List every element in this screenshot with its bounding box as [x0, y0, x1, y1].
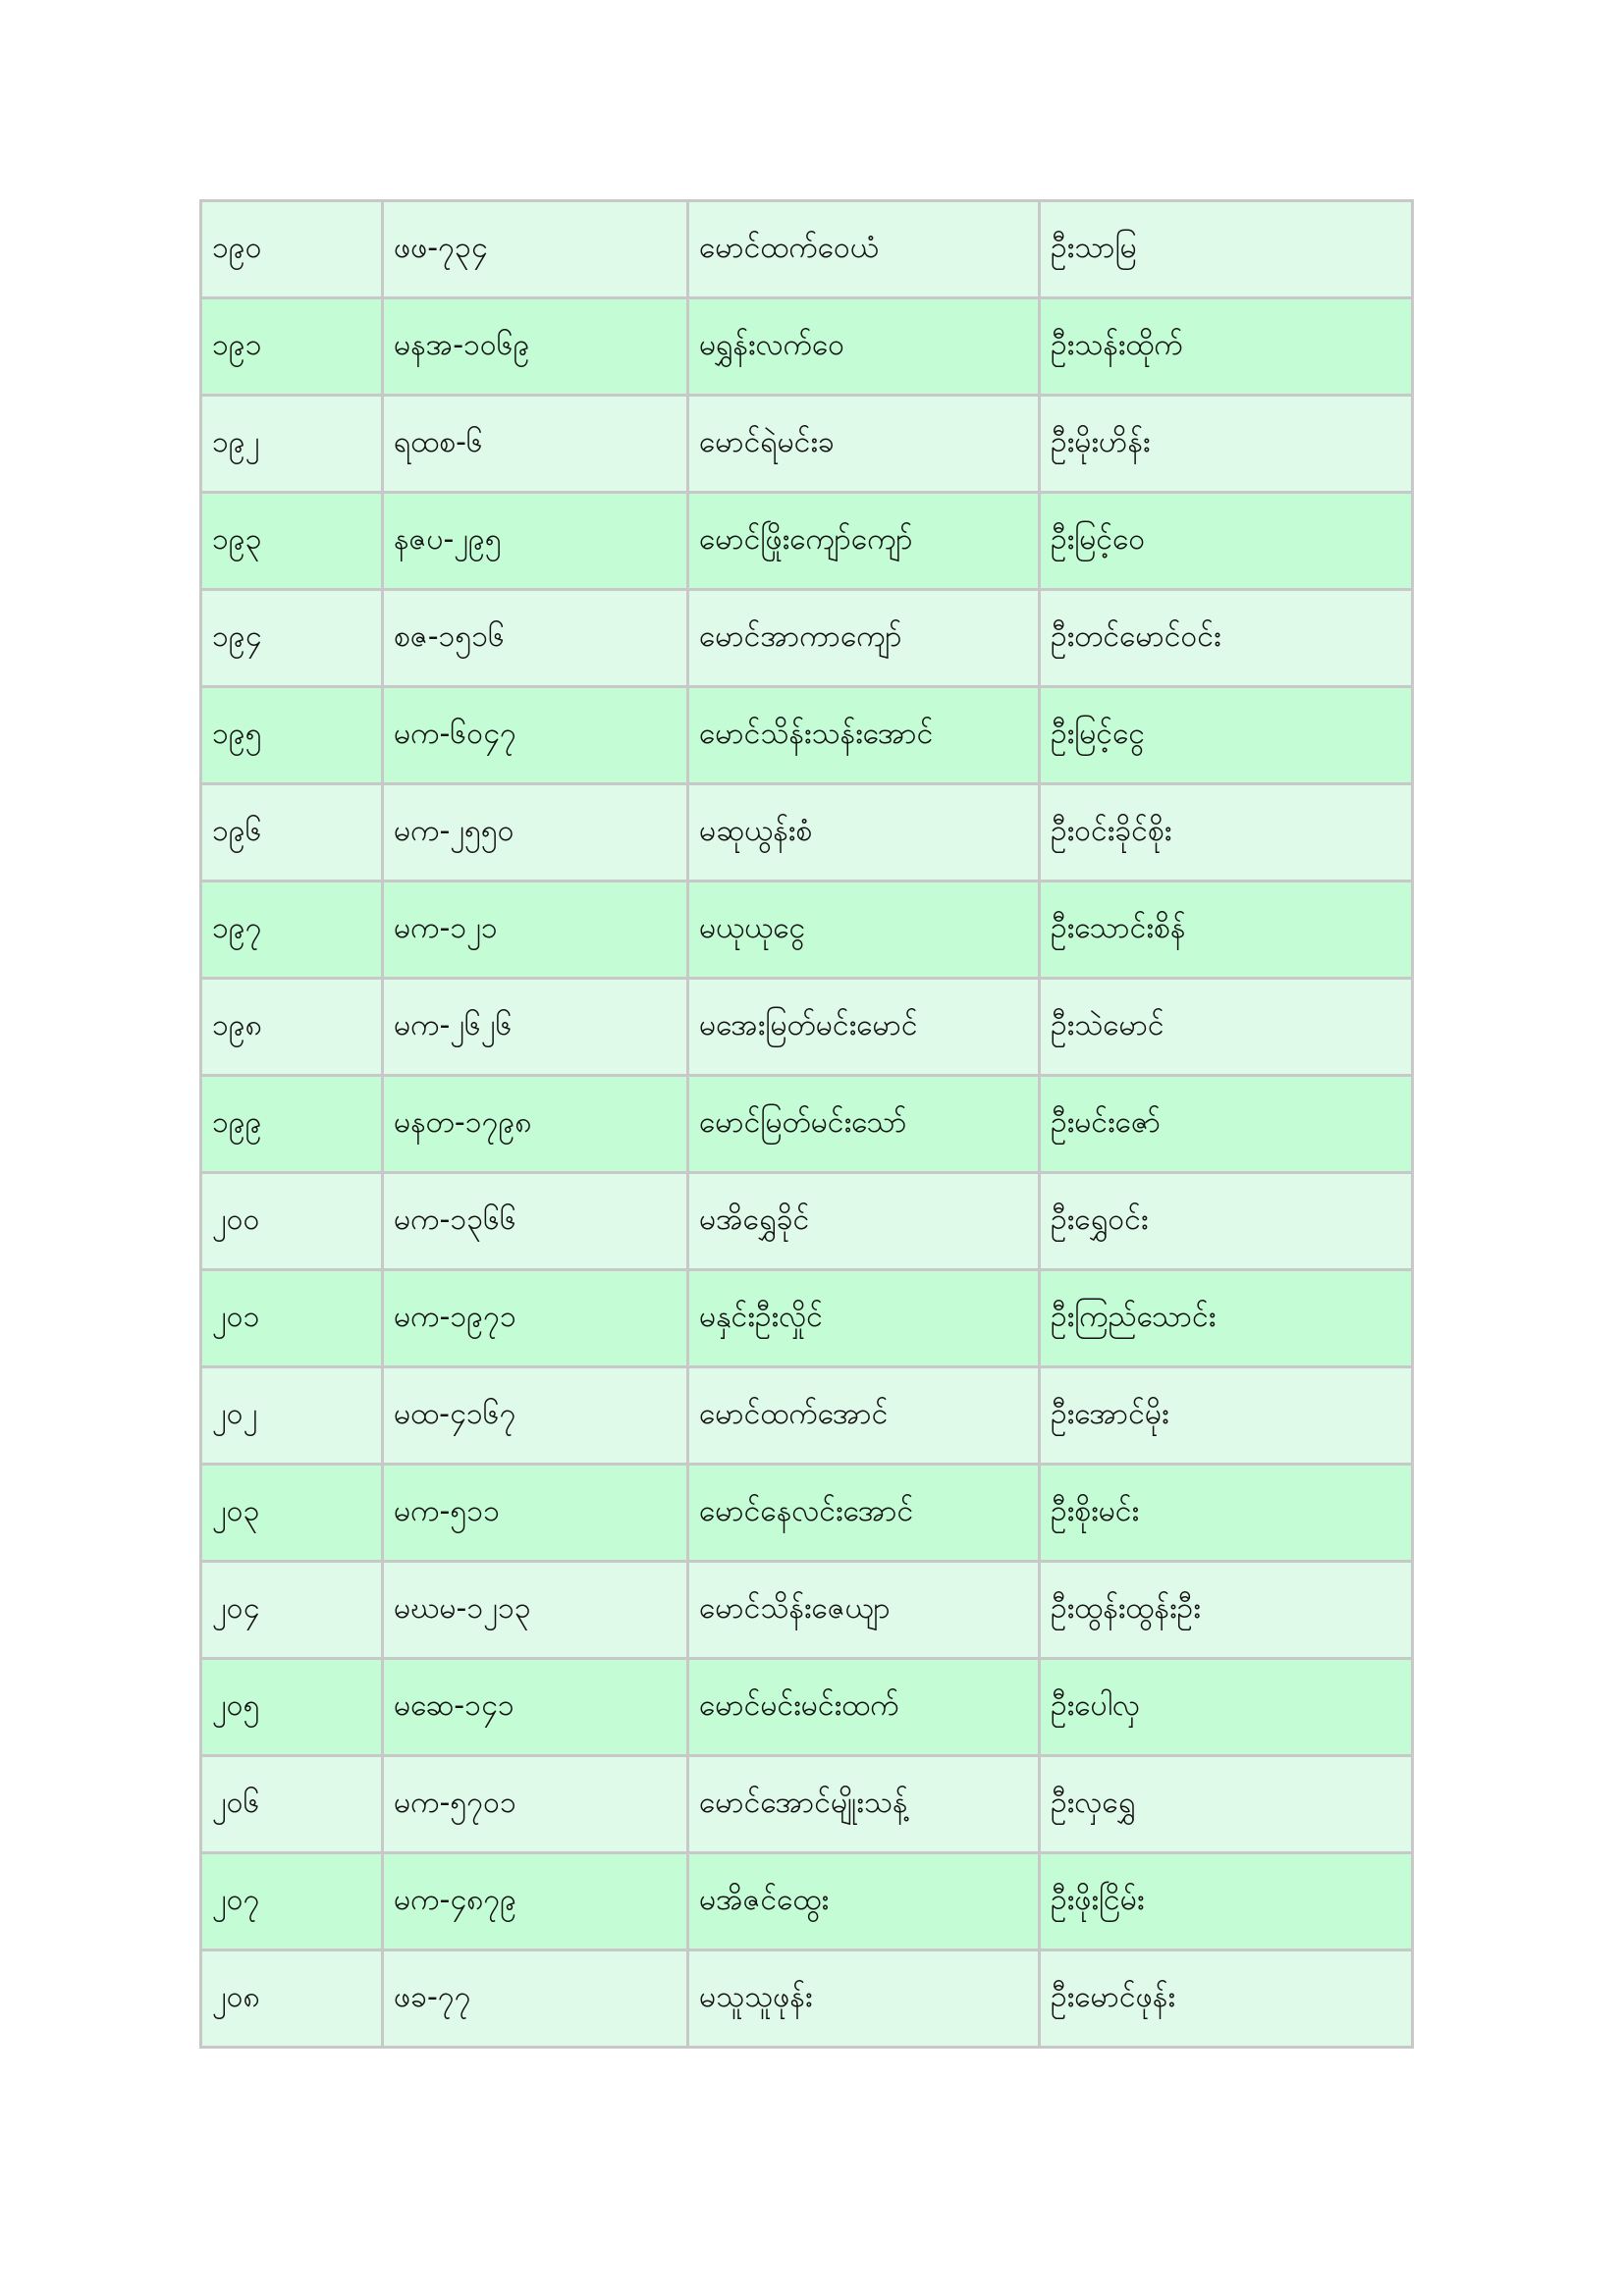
- table-row: [201, 1756, 1413, 1853]
- id-cell: မဃမ-၁၂၁၃: [383, 1562, 688, 1659]
- id-cell: စဇ-၁၅၁၆: [383, 590, 688, 687]
- table-row: [201, 979, 1413, 1076]
- name-cell: မအိဇင်ထွေး: [688, 1853, 1040, 1950]
- row-number-cell: ၁၉၈: [201, 979, 383, 1076]
- father-name-cell: ဦးမိုးဟိန်း: [1040, 396, 1413, 493]
- table-row: [201, 298, 1413, 396]
- id-cell: မနအ-၁၀၆၉: [383, 298, 688, 396]
- table-row: [201, 1076, 1413, 1173]
- father-name-cell: ဦးဝင်းခိုင်စိုး: [1040, 784, 1413, 881]
- father-name-cell: ဦးစိုးမင်း: [1040, 1465, 1413, 1562]
- name-cell: မအိရွှေခိုင်: [688, 1173, 1040, 1270]
- id-cell: ရထစ-၆: [383, 396, 688, 493]
- table-row: [201, 396, 1413, 493]
- father-name-cell: ဦးရွှေဝင်း: [1040, 1173, 1413, 1270]
- id-cell: မဆေ-၁၄၁: [383, 1659, 688, 1756]
- id-cell: မက-၁၂၁: [383, 881, 688, 979]
- id-cell: မက-၁၉၇၁: [383, 1270, 688, 1367]
- id-cell: မက-၆၀၄၇: [383, 687, 688, 784]
- table-row: [201, 1659, 1413, 1756]
- table-row: [201, 493, 1413, 590]
- row-number-cell: ၁၉၇: [201, 881, 383, 979]
- row-number-cell: ၁၉၃: [201, 493, 383, 590]
- name-cell: မသူသူဖုန်း: [688, 1950, 1040, 2048]
- table-row: [201, 1173, 1413, 1270]
- father-name-cell: ဦးပေါလှ: [1040, 1659, 1413, 1756]
- id-cell: ဖခ-၇၇: [383, 1950, 688, 2048]
- table-row: [201, 1367, 1413, 1465]
- row-number-cell: ၁၉၄: [201, 590, 383, 687]
- name-cell: မရွှန်းလက်ဝေ: [688, 298, 1040, 396]
- id-cell: ဖဖ-၇၃၄: [383, 201, 688, 298]
- name-cell: မောင်အောင်မျိုးသန့်: [688, 1756, 1040, 1853]
- name-cell: မောင်ရဲမင်းခ: [688, 396, 1040, 493]
- id-cell: မက-၄၈၇၉: [383, 1853, 688, 1950]
- row-number-cell: ၂၀၀: [201, 1173, 383, 1270]
- name-cell: မောင်သိန်းဇေယျာ: [688, 1562, 1040, 1659]
- table-row: [201, 201, 1413, 298]
- name-cell: မောင်ထက်အောင်: [688, 1367, 1040, 1465]
- father-name-cell: ဦးကြည်သောင်း: [1040, 1270, 1413, 1367]
- id-cell: မက-၂၅၅၀: [383, 784, 688, 881]
- table-row: [201, 1950, 1413, 2048]
- student-table: [199, 199, 1414, 2049]
- father-name-cell: ဦးသဲမောင်: [1040, 979, 1413, 1076]
- table-row: [201, 1562, 1413, 1659]
- student-table-body: [201, 201, 1413, 2048]
- table-row: [201, 1853, 1413, 1950]
- name-cell: မယုယုငွေ: [688, 881, 1040, 979]
- id-cell: မထ-၄၁၆၇: [383, 1367, 688, 1465]
- table-row: [201, 1465, 1413, 1562]
- row-number-cell: ၁၉၁: [201, 298, 383, 396]
- row-number-cell: ၂၀၈: [201, 1950, 383, 2048]
- id-cell: မက-၁၃၆၆: [383, 1173, 688, 1270]
- row-number-cell: ၁၉၆: [201, 784, 383, 881]
- row-number-cell: ၂၀၅: [201, 1659, 383, 1756]
- row-number-cell: ၂၀၇: [201, 1853, 383, 1950]
- row-number-cell: ၁၉၉: [201, 1076, 383, 1173]
- name-cell: မောင်နေလင်းအောင်: [688, 1465, 1040, 1562]
- id-cell: မနတ-၁၇၉၈: [383, 1076, 688, 1173]
- father-name-cell: ဦးတင်မောင်ဝင်း: [1040, 590, 1413, 687]
- name-cell: မောင်ဖြိုးကျော်ကျော်: [688, 493, 1040, 590]
- row-number-cell: ၁၉၀: [201, 201, 383, 298]
- father-name-cell: ဦးသာမြ: [1040, 201, 1413, 298]
- id-cell: မက-၅၇၀၁: [383, 1756, 688, 1853]
- row-number-cell: ၂၀၂: [201, 1367, 383, 1465]
- father-name-cell: ဦးထွန်းထွန်းဦး: [1040, 1562, 1413, 1659]
- row-number-cell: ၂၀၁: [201, 1270, 383, 1367]
- row-number-cell: ၂၀၄: [201, 1562, 383, 1659]
- father-name-cell: ဦးလှရွှေ: [1040, 1756, 1413, 1853]
- name-cell: မောင်သိန်းသန်းအောင်: [688, 687, 1040, 784]
- name-cell: မနှင်းဦးလှိုင်: [688, 1270, 1040, 1367]
- row-number-cell: ၁၉၅: [201, 687, 383, 784]
- name-cell: မအေးမြတ်မင်းမောင်: [688, 979, 1040, 1076]
- father-name-cell: ဦးမင်းဇော်: [1040, 1076, 1413, 1173]
- table-row: [201, 881, 1413, 979]
- father-name-cell: ဦးသန်းထိုက်: [1040, 298, 1413, 396]
- row-number-cell: ၂၀၃: [201, 1465, 383, 1562]
- father-name-cell: ဦးသောင်းစိန်: [1040, 881, 1413, 979]
- table-row: [201, 687, 1413, 784]
- name-cell: မောင်အာကာကျော်: [688, 590, 1040, 687]
- father-name-cell: ဦးဖိုးငြိမ်း: [1040, 1853, 1413, 1950]
- name-cell: မဆုယွန်းစံ: [688, 784, 1040, 881]
- id-cell: မက-၂၆၂၆: [383, 979, 688, 1076]
- table-row: [201, 590, 1413, 687]
- father-name-cell: ဦးမောင်ဖုန်း: [1040, 1950, 1413, 2048]
- id-cell: မက-၅၁၁: [383, 1465, 688, 1562]
- name-cell: မောင်ထက်ဝေယံ: [688, 201, 1040, 298]
- name-cell: မောင်မင်းမင်းထက်: [688, 1659, 1040, 1756]
- father-name-cell: ဦးအောင်မိုး: [1040, 1367, 1413, 1465]
- table-row: [201, 784, 1413, 881]
- name-cell: မောင်မြတ်မင်းသော်: [688, 1076, 1040, 1173]
- row-number-cell: ၁၉၂: [201, 396, 383, 493]
- father-name-cell: ဦးမြင့်ငွေ: [1040, 687, 1413, 784]
- table-row: [201, 1270, 1413, 1367]
- id-cell: နဇပ-၂၉၅: [383, 493, 688, 590]
- row-number-cell: ၂၀၆: [201, 1756, 383, 1853]
- father-name-cell: ဦးမြင့်ဝေ: [1040, 493, 1413, 590]
